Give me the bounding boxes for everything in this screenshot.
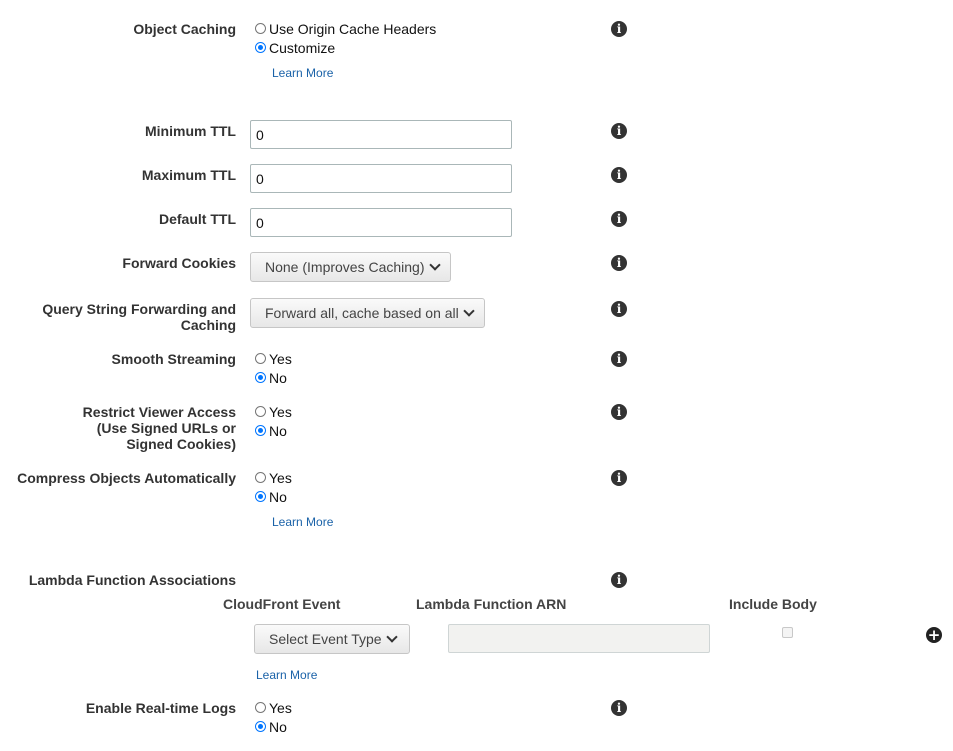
label-line: Signed Cookies) [126,436,236,452]
column-header-lambda-arn: Lambda Function ARN [416,596,567,612]
chevron-down-icon [463,305,474,316]
radio-button[interactable] [255,353,266,364]
select-value: None (Improves Caching) [265,259,425,275]
info-icon[interactable]: i [611,255,627,271]
radio-use-origin-cache-headers[interactable] [255,19,436,38]
label-line: (Use Signed URLs or [96,420,236,436]
info-icon[interactable]: i [611,167,627,183]
radio-label: No [269,488,287,505]
info-icon[interactable]: i [611,123,627,139]
info-icon[interactable]: i [611,211,627,227]
minimum-ttl-label: Minimum TTL [145,123,236,139]
include-body-checkbox[interactable] [782,627,793,638]
radio-smooth-streaming-yes[interactable] [255,349,292,368]
radio-realtime-logs-yes[interactable] [255,698,292,717]
restrict-viewer-access-label [83,404,236,452]
lambda-learn-more-link[interactable]: Learn More [256,668,318,682]
default-ttl-input[interactable] [250,208,512,237]
radio-label: Yes [269,699,292,716]
info-icon[interactable]: i [611,700,627,716]
forward-cookies-label: Forward Cookies [122,255,236,271]
radio-restrict-viewer-yes[interactable] [255,402,292,421]
radio-button[interactable] [255,425,266,436]
column-header-cloudfront-event: CloudFront Event [223,596,341,612]
info-icon[interactable]: i [611,470,627,486]
smooth-streaming-label: Smooth Streaming [111,351,236,367]
radio-label: Customize [269,39,336,56]
radio-label: Yes [269,403,292,420]
maximum-ttl-label: Maximum TTL [141,167,236,183]
radio-label: No [269,718,287,735]
info-icon[interactable]: i [611,404,627,420]
label-line: Query String Forwarding and [42,301,236,317]
radio-button[interactable] [255,42,266,53]
radio-button[interactable] [255,406,266,417]
radio-compress-yes[interactable] [255,468,292,487]
lambda-arn-input[interactable] [448,624,710,653]
query-string-select[interactable] [250,298,485,328]
chevron-down-icon [386,631,397,642]
label-line: Restrict Viewer Access [82,404,236,420]
label-line: Caching [180,317,236,333]
cloudfront-event-select[interactable] [254,624,410,654]
radio-label: No [269,369,287,386]
radio-button[interactable] [255,721,266,732]
query-string-label [42,301,236,333]
lambda-associations-label: Lambda Function Associations [28,572,236,588]
realtime-logs-label: Enable Real-time Logs [85,700,236,716]
radio-button[interactable] [255,372,266,383]
compress-learn-more-link[interactable]: Learn More [272,515,334,529]
forward-cookies-select[interactable] [250,252,451,282]
select-value: Forward all, cache based on all [265,305,459,321]
radio-customize[interactable] [255,38,335,57]
radio-label: Yes [269,350,292,367]
radio-button[interactable] [255,472,266,483]
radio-compress-no[interactable] [255,487,287,506]
add-circle-icon[interactable]: + [927,626,941,644]
column-header-include-body: Include Body [729,596,817,612]
radio-button[interactable] [255,491,266,502]
default-ttl-label: Default TTL [159,211,236,227]
radio-smooth-streaming-no[interactable] [255,368,287,387]
radio-button[interactable] [255,702,266,713]
info-icon[interactable]: i [611,21,627,37]
object-caching-label: Object Caching [133,21,236,37]
radio-label: Yes [269,469,292,486]
maximum-ttl-input[interactable] [250,164,512,193]
info-icon[interactable]: i [611,572,627,588]
radio-realtime-logs-no[interactable] [255,717,287,736]
radio-restrict-viewer-no[interactable] [255,421,287,440]
compress-objects-label: Compress Objects Automatically [17,470,236,486]
radio-label: Use Origin Cache Headers [269,20,437,37]
info-icon[interactable]: i [611,351,627,367]
radio-button[interactable] [255,23,266,34]
info-icon[interactable]: i [611,301,627,317]
select-value: Select Event Type [269,631,382,647]
chevron-down-icon [429,259,440,270]
minimum-ttl-input[interactable] [250,120,512,149]
object-caching-learn-more-link[interactable]: Learn More [272,66,334,80]
radio-label: No [269,422,287,439]
